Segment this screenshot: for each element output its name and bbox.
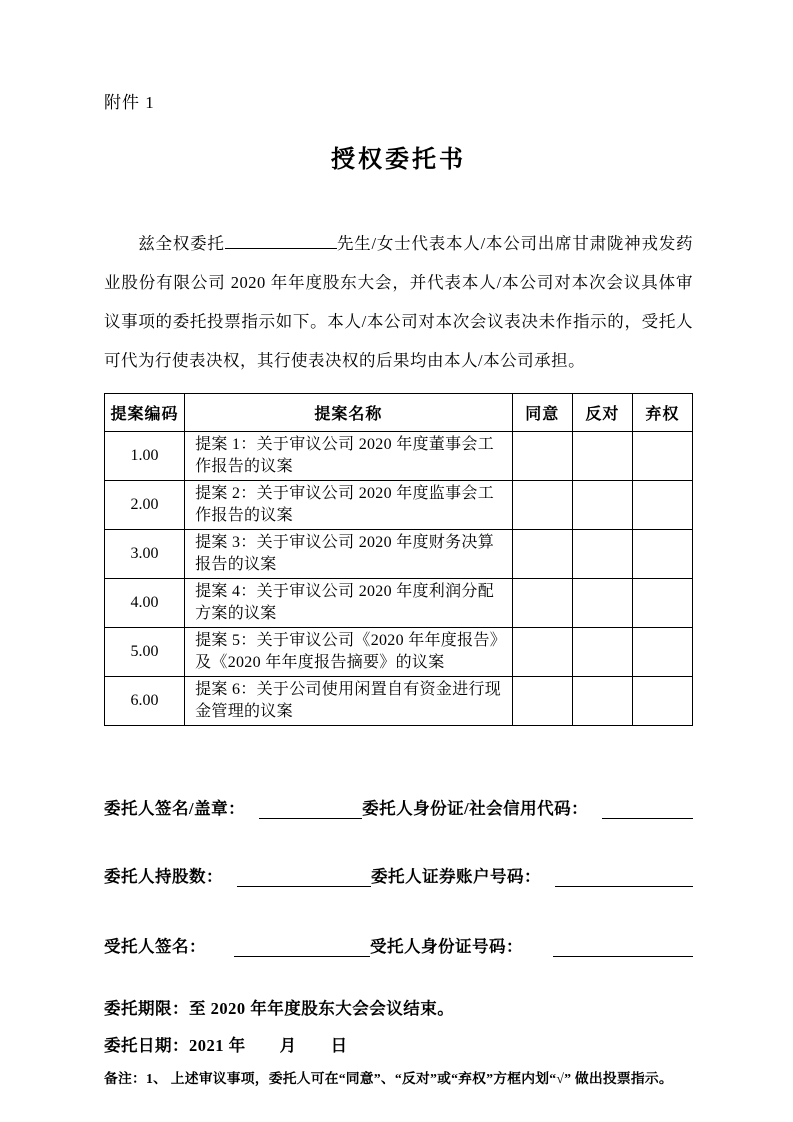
proposal-code: 3.00 (105, 530, 185, 579)
vote-cell-abstain (632, 677, 692, 726)
proposal-code: 6.00 (105, 677, 185, 726)
table-row (105, 481, 693, 530)
vote-cell-agree (512, 628, 572, 677)
table-row (105, 579, 693, 628)
vote-cell-agree (512, 481, 572, 530)
proposal-code: 2.00 (105, 481, 185, 530)
vote-cell-abstain (632, 530, 692, 579)
vote-cell-agree (512, 677, 572, 726)
vote-cell-abstain (632, 481, 692, 530)
vote-cell-agree (512, 530, 572, 579)
proposals-table (104, 393, 693, 726)
trustee-id-label: 受托人身份证号码： (370, 937, 523, 956)
intro-text-before-blank: 兹全权委托 (138, 234, 225, 253)
header-oppose: 反对 (572, 394, 632, 432)
trustee-signature-blank (234, 939, 370, 957)
proposal-name: 提案 2：关于审议公司 2020 年度监事会工作报告的议案 (185, 481, 513, 530)
principal-shares-label: 委托人持股数： (104, 867, 223, 886)
vote-cell-oppose (572, 628, 632, 677)
vote-cell-oppose (572, 530, 632, 579)
attachment-label: 附件 1 (104, 93, 155, 112)
principal-signature-label: 委托人签名/盖章： (104, 799, 246, 818)
vote-cell-agree (512, 579, 572, 628)
table-header-row (105, 394, 693, 432)
header-abstain: 弃权 (632, 394, 692, 432)
principal-name-blank (225, 233, 337, 250)
vote-cell-oppose (572, 677, 632, 726)
proposal-name: 提案 5：关于审议公司《2020 年年度报告》及《2020 年年度报告摘要》的议案 (185, 628, 513, 677)
proposal-name: 提案 6：关于公司使用闲置自有资金进行现金管理的议案 (185, 677, 513, 726)
principal-id-label: 委托人身份证/社会信用代码： (362, 799, 589, 818)
table-row (105, 677, 693, 726)
proposal-name: 提案 1：关于审议公司 2020 年度董事会工作报告的议案 (185, 432, 513, 481)
trustee-id-blank (553, 939, 693, 957)
table-row (105, 628, 693, 677)
principal-account-label: 委托人证券账户号码： (371, 867, 541, 886)
header-agree: 同意 (512, 394, 572, 432)
vote-cell-oppose (572, 481, 632, 530)
page-title: 授权委托书 (331, 146, 466, 173)
trustee-signature-label: 受托人签名： (104, 937, 206, 956)
remarks-line: 备注：1、 上述审议事项，委托人可在“同意”、“反对”或“弃权”方框内划“√” 做出投票指示。 (104, 1071, 673, 1086)
vote-cell-abstain (632, 579, 692, 628)
principal-signature-blank (259, 801, 362, 819)
intro-paragraph (104, 224, 693, 380)
principal-account-blank (555, 869, 693, 887)
table-row (105, 530, 693, 579)
vote-cell-agree (512, 432, 572, 481)
principal-signature-row (104, 795, 693, 819)
header-proposal-name: 提案名称 (185, 394, 513, 432)
proposal-code: 1.00 (105, 432, 185, 481)
vote-cell-oppose (572, 432, 632, 481)
table-row (105, 432, 693, 481)
proxy-period-line: 委托期限：至 2020 年年度股东大会会议结束。 (104, 999, 455, 1018)
principal-shares-row (104, 863, 693, 887)
proposal-name: 提案 4：关于审议公司 2020 年度利润分配方案的议案 (185, 579, 513, 628)
vote-cell-abstain (632, 628, 692, 677)
principal-id-blank (602, 801, 693, 819)
intro-text-after-blank: 先生/女士代表本人/本公司出席甘肃陇神戎发药业股份有限公司 2020 年年度股东大会，并代表本人/本公司对本次会议具体审议事项的委托投票指示如下。本人/本公司对本次会议表决未作指示的，受托人可代为行使表决权，其行使表决权的后果均由本人/本公司承担。 (104, 234, 694, 370)
proxy-date-line: 委托日期：2021 年 月 日 (104, 1036, 348, 1055)
trustee-signature-row (104, 933, 693, 957)
principal-shares-blank (237, 869, 371, 887)
vote-cell-oppose (572, 579, 632, 628)
header-proposal-code: 提案编码 (105, 394, 185, 432)
proposal-code: 5.00 (105, 628, 185, 677)
proposal-name: 提案 3：关于审议公司 2020 年度财务决算报告的议案 (185, 530, 513, 579)
proposal-code: 4.00 (105, 579, 185, 628)
vote-cell-abstain (632, 432, 692, 481)
